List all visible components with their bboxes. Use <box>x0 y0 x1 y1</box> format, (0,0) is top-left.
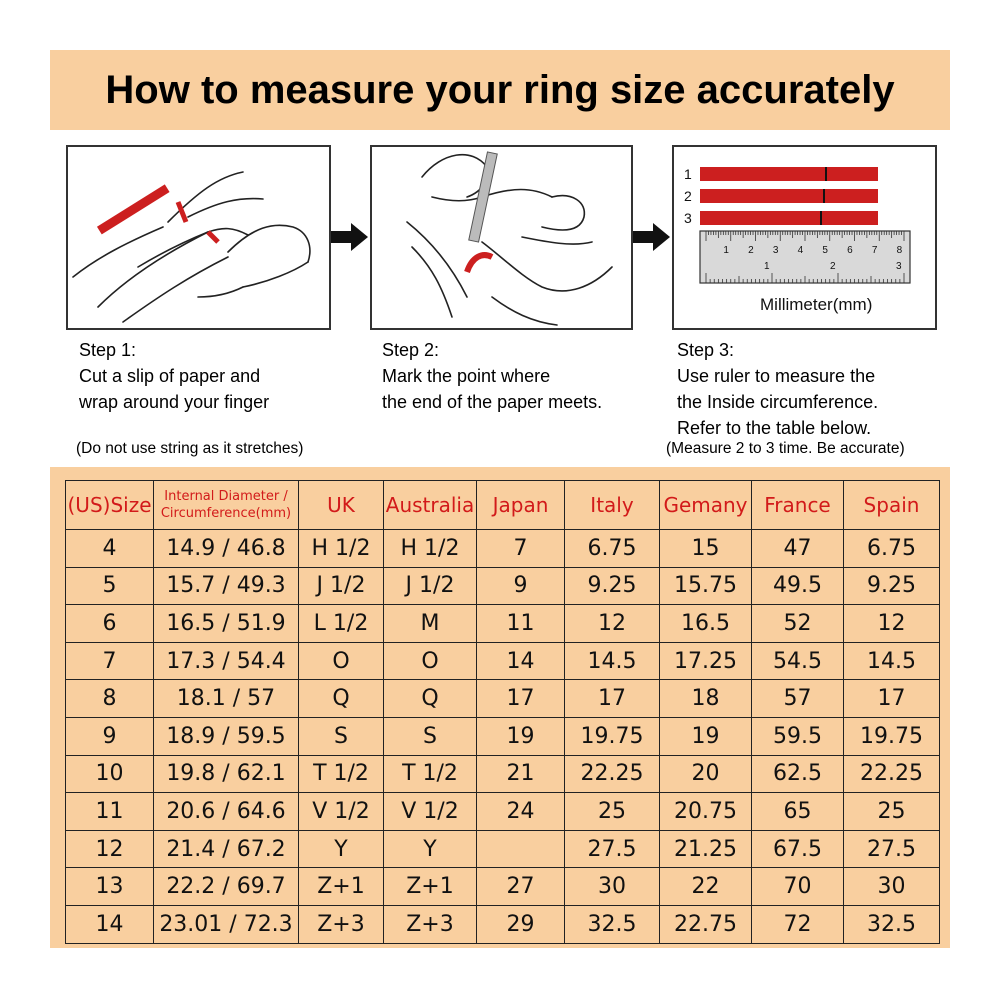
table-cell: 19 <box>477 717 565 755</box>
hand-wrapping-paper-illustration <box>68 147 329 328</box>
table-cell: 17.3 / 54.4 <box>154 642 299 680</box>
table-cell: 22.25 <box>565 755 660 793</box>
table-cell: 4 <box>66 530 154 568</box>
header-us-size: (US)Size <box>66 481 154 530</box>
table-cell: S <box>384 717 477 755</box>
table-cell: T 1/2 <box>384 755 477 793</box>
step1-illustration-panel <box>66 145 331 330</box>
header-internal-diameter <box>154 481 299 530</box>
table-cell: H 1/2 <box>299 530 384 568</box>
note-string-warning: (Do not use string as it stretches) <box>76 440 304 457</box>
step-text: Use ruler to measure the <box>677 366 876 386</box>
table-cell: 52 <box>752 605 844 643</box>
table-cell: 22.25 <box>844 755 940 793</box>
table-cell: 20.6 / 64.6 <box>154 793 299 831</box>
table-cell: 18 <box>660 680 752 718</box>
table-row <box>66 793 940 831</box>
table-cell: 19.8 / 62.1 <box>154 755 299 793</box>
table-cell: 17 <box>565 680 660 718</box>
table-cell: 21 <box>477 755 565 793</box>
table-cell: 14 <box>66 905 154 943</box>
table-cell: 19.75 <box>565 717 660 755</box>
table-cell: 30 <box>565 868 660 906</box>
table-cell: 13 <box>66 868 154 906</box>
table-cell: 27 <box>477 868 565 906</box>
step-text: the Inside circumference. <box>677 392 879 412</box>
table-header-row <box>66 481 940 530</box>
title-banner <box>50 50 950 130</box>
step-heading: Step 2: <box>382 340 440 360</box>
header-italy: Italy <box>565 481 660 530</box>
table-cell: 14.9 / 46.8 <box>154 530 299 568</box>
table-cell: 14 <box>477 642 565 680</box>
table-cell: Z+3 <box>299 905 384 943</box>
table-cell: O <box>384 642 477 680</box>
ruler-tick-label: 3 <box>772 245 779 256</box>
table-cell: 30 <box>844 868 940 906</box>
step-heading: Step 1: <box>79 340 137 360</box>
table-cell: 7 <box>66 642 154 680</box>
table-cell: 18.9 / 59.5 <box>154 717 299 755</box>
arrow-right-icon <box>331 222 369 257</box>
table-cell: Y <box>299 830 384 868</box>
ruler-tick-label: 2 <box>830 261 836 272</box>
table-cell: 57 <box>752 680 844 718</box>
paper-strip <box>700 211 878 225</box>
table-cell: Z+3 <box>384 905 477 943</box>
table-cell: Z+1 <box>299 868 384 906</box>
table-cell: 20.75 <box>660 793 752 831</box>
table-cell: O <box>299 642 384 680</box>
ruler-tick-label: 3 <box>896 261 902 272</box>
table-cell: 14.5 <box>844 642 940 680</box>
table-cell: 11 <box>66 793 154 831</box>
table-cell: 16.5 <box>660 605 752 643</box>
table-cell <box>477 830 565 868</box>
table-cell: 49.5 <box>752 567 844 605</box>
step2-illustration-panel <box>370 145 633 330</box>
table-cell: J 1/2 <box>299 567 384 605</box>
table-cell: 32.5 <box>565 905 660 943</box>
table-cell: 47 <box>752 530 844 568</box>
table-row <box>66 830 940 868</box>
unit-label: Millimeter(mm) <box>760 295 873 314</box>
table-cell: 12 <box>844 605 940 643</box>
table-cell: 25 <box>844 793 940 831</box>
table-cell: 72 <box>752 905 844 943</box>
table-cell: Q <box>299 680 384 718</box>
header-australia: Australia <box>384 481 477 530</box>
table-cell: 23.01 / 72.3 <box>154 905 299 943</box>
step-text: the end of the paper meets. <box>382 392 603 412</box>
table-cell: 21.25 <box>660 830 752 868</box>
step-heading: Step 3: <box>677 340 735 360</box>
table-cell: 65 <box>752 793 844 831</box>
table-row <box>66 567 940 605</box>
table-row <box>66 605 940 643</box>
header-uk: UK <box>299 481 384 530</box>
header-france: France <box>752 481 844 530</box>
table-cell: 11 <box>477 605 565 643</box>
ring-size-table <box>65 480 940 944</box>
table-cell: 9 <box>477 567 565 605</box>
table-cell: 9.25 <box>844 567 940 605</box>
ruler-tick-label: 6 <box>847 245 853 256</box>
table-cell: 17.25 <box>660 642 752 680</box>
table-cell: 5 <box>66 567 154 605</box>
note-measure-accuracy: (Measure 2 to 3 time. Be accurate) <box>666 440 905 457</box>
table-cell: T 1/2 <box>299 755 384 793</box>
table-cell: Y <box>384 830 477 868</box>
table-row <box>66 717 940 755</box>
table-cell: 19 <box>660 717 752 755</box>
header-germany: Gemany <box>660 481 752 530</box>
table-cell: V 1/2 <box>384 793 477 831</box>
size-chart-area <box>50 467 950 948</box>
table-cell: 21.4 / 67.2 <box>154 830 299 868</box>
strip-number: 3 <box>684 210 692 226</box>
header-diameter-line: Internal Diameter / <box>164 489 288 504</box>
ruler-tick-label: 8 <box>896 245 903 256</box>
step3-illustration-panel <box>672 145 937 330</box>
table-cell: 54.5 <box>752 642 844 680</box>
table-cell: 7 <box>477 530 565 568</box>
ruler-tick-label: 4 <box>797 245 804 256</box>
table-cell: 12 <box>565 605 660 643</box>
paper-strip <box>97 184 170 234</box>
table-cell: L 1/2 <box>299 605 384 643</box>
table-cell: 18.1 / 57 <box>154 680 299 718</box>
table-cell: S <box>299 717 384 755</box>
table-cell: 19.75 <box>844 717 940 755</box>
table-cell: 25 <box>565 793 660 831</box>
table-cell: 67.5 <box>752 830 844 868</box>
step3-instructions <box>677 337 878 441</box>
table-cell: 14.5 <box>565 642 660 680</box>
step-text: Refer to the table below. <box>677 418 872 438</box>
table-cell: 59.5 <box>752 717 844 755</box>
table-cell: 22.2 / 69.7 <box>154 868 299 906</box>
table-cell: 9 <box>66 717 154 755</box>
table-cell: Z+1 <box>384 868 477 906</box>
table-cell: 29 <box>477 905 565 943</box>
table-cell: 22.75 <box>660 905 752 943</box>
table-cell: 15.75 <box>660 567 752 605</box>
table-cell: 70 <box>752 868 844 906</box>
table-row <box>66 755 940 793</box>
step2-instructions <box>382 337 602 415</box>
table-cell: J 1/2 <box>384 567 477 605</box>
table-cell: 6 <box>66 605 154 643</box>
step-text: Cut a slip of paper and <box>79 366 261 386</box>
ruler-tick-label: 7 <box>871 245 878 256</box>
table-cell: 27.5 <box>844 830 940 868</box>
page-title: How to measure your ring size accurately <box>105 67 895 112</box>
table-cell: M <box>384 605 477 643</box>
table-cell: 62.5 <box>752 755 844 793</box>
table-cell: 16.5 / 51.9 <box>154 605 299 643</box>
ruler-tick-label: 1 <box>764 261 770 272</box>
table-row <box>66 905 940 943</box>
table-cell: H 1/2 <box>384 530 477 568</box>
paper-strip <box>700 167 878 181</box>
header-japan: Japan <box>477 481 565 530</box>
strip-number: 1 <box>684 166 692 182</box>
ruler-illustration <box>674 147 935 328</box>
hand-marking-paper-illustration <box>372 147 631 328</box>
table-cell: 27.5 <box>565 830 660 868</box>
table-cell: 9.25 <box>565 567 660 605</box>
table-cell: 24 <box>477 793 565 831</box>
step1-instructions <box>79 337 269 415</box>
arrow-right-icon <box>633 222 671 257</box>
table-cell: 17 <box>477 680 565 718</box>
table-cell: 12 <box>66 830 154 868</box>
table-row <box>66 530 940 568</box>
table-cell: 17 <box>844 680 940 718</box>
table-cell: V 1/2 <box>299 793 384 831</box>
table-cell: 15.7 / 49.3 <box>154 567 299 605</box>
table-cell: 8 <box>66 680 154 718</box>
strip-number: 2 <box>684 188 692 204</box>
ruler-tick-label: 5 <box>822 245 828 256</box>
table-row <box>66 868 940 906</box>
table-cell: 6.75 <box>844 530 940 568</box>
table-row <box>66 680 940 718</box>
table-cell: Q <box>384 680 477 718</box>
table-cell: 15 <box>660 530 752 568</box>
paper-strip <box>700 189 878 203</box>
table-row <box>66 642 940 680</box>
table-cell: 22 <box>660 868 752 906</box>
table-cell: 10 <box>66 755 154 793</box>
ruler-tick-label: 1 <box>723 245 729 256</box>
header-circumference-line: Circumference(mm) <box>160 506 292 521</box>
table-cell: 6.75 <box>565 530 660 568</box>
step-text: Mark the point where <box>382 366 551 386</box>
table-cell: 20 <box>660 755 752 793</box>
header-spain: Spain <box>844 481 940 530</box>
table-cell: 32.5 <box>844 905 940 943</box>
step-text: wrap around your finger <box>79 392 270 412</box>
ruler-tick-label: 2 <box>748 245 754 256</box>
